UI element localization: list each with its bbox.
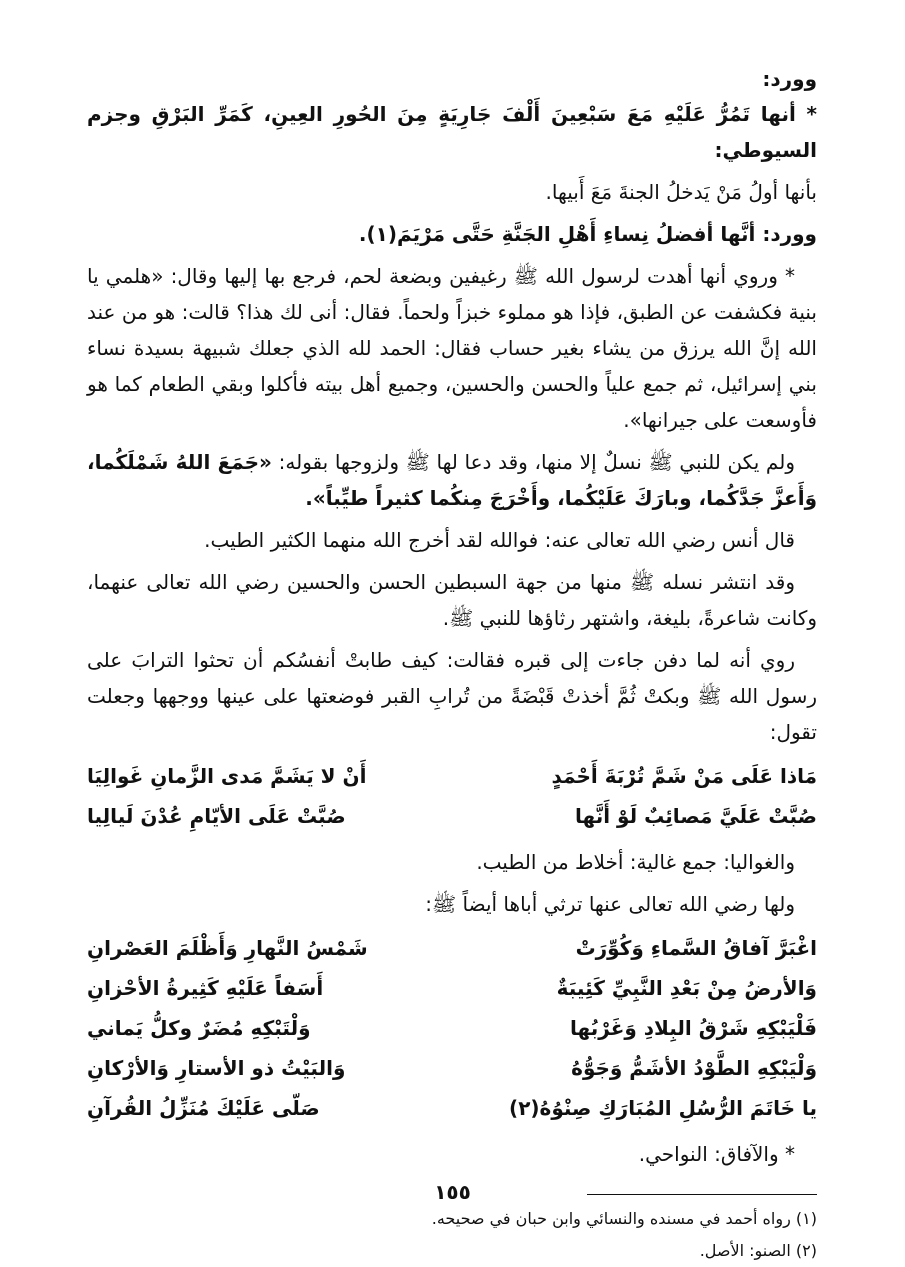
verse-second-hemistich: صُبَّتْ عَلَى الأيّامِ عُدْنَ لَيالِيا	[87, 804, 346, 828]
verse-first-hemistich: وَلْيَبْكِهِ الطَّوْدُ الأشَمُّ وَجَوُّهُ	[571, 1056, 817, 1080]
verse-second-hemistich: وَلْتَبْكِهِ مُضَرٌ وكلُّ يَماني	[87, 1016, 311, 1040]
section-label-warada: وورد:	[762, 67, 817, 91]
verse-first-hemistich: مَاذا عَلَى مَنْ شَمَّ تُرْبَةَ أَحْمَدٍ	[551, 764, 817, 788]
verse-second-hemistich: صَلّى عَلَيْكَ مُنَزِّلُ القُرآنِ	[87, 1096, 320, 1120]
paragraph-gift-story: * وروي أنها أهدت لرسول الله ﷺ رغيفين وبضعة لحم، فرجع بها إليها وقال: «هلمي يا بنية فكشفت عن الطبق، فإذا هو مملوء خبزاً ولحماً. فقال: أنى لك هذا؟ قالت: هو من عند الله إنَّ الله يرزق من يشاء بغير حساب فقال: الحمد لله الذي جعلك شبيهة بسيدة نساء بني إسرائيل، ثم جمع علياً والحسن والحسين، وجميع أهل بيته فأكلوا وبقي الطعام كما هو فأوسعت على جيرانها».	[87, 264, 817, 432]
verse-first-hemistich: يا خَاتَمَ الرُّسُلِ المُبَارَكِ صِنْوُهُ(٢)	[509, 1096, 817, 1120]
verse-second-hemistich: وَالبَيْتُ ذو الأستارِ وَالأرْكانِ	[87, 1056, 346, 1080]
paragraph-anas-saying: قال أنس رضي الله تعالى عنه: فوالله لقد أخرج الله منهما الكثير الطيب.	[204, 528, 795, 552]
prophet-prayer-intro: ولم يكن للنبي ﷺ نسلٌ إلا منها، وقد دعا لها ﷺ ولزوجها بقوله:	[271, 450, 795, 474]
verse-first-hemistich: وَالأرضُ مِنْ بَعْدِ النَّبِيِّ كَئِيبَةٌ	[556, 976, 817, 1000]
paragraph-elegy-intro: ولها رضي الله تعالى عنها ترثي أباها أيضاً ﷺ:	[425, 892, 795, 916]
paragraph-ghawali-gloss: والغواليا: جمع غالية: أخلاط من الطيب.	[476, 850, 795, 874]
paragraph-best-of-women: وورد: أنَّها أفضلُ نِساءِ أَهْلِ الجَنَّةِ حَتَّى مَرْيَمَ(١).	[358, 222, 817, 246]
paragraph-afaq-gloss: * والآفاق: النواحي.	[638, 1142, 795, 1166]
poem-verse	[87, 928, 817, 968]
paragraph-burial-lament: روي أنه لما دفن جاءت إلى قبره فقالت: كيف طابتْ أنفسُكم أن تحثوا الترابَ على رسول الله ﷺ وبكتْ ثُمَّ أخذتْ قَبْضَةً من تُرابِ القبر فوضعتها على عينها ووجهها وجعلت تقول:	[87, 648, 817, 744]
poem-lament-two	[87, 928, 817, 1128]
poem-verse	[87, 1008, 817, 1048]
poem-verse	[87, 1048, 817, 1088]
paragraph-prophet-prayer	[87, 444, 817, 516]
footnote-2: (٢) الصنو: الأصل.	[699, 1241, 817, 1260]
poem-verse	[87, 796, 817, 836]
verse-second-hemistich: أَنْ لا يَشَمَّ مَدى الزَّمانِ غَوالِيَا	[87, 764, 367, 788]
verse-second-hemistich: شَمْسُ النَّهارِ وَأَظْلَمَ العَصْرانِ	[87, 936, 368, 960]
prophet-prayer-quote: «جَمَعَ اللهُ شَمْلَكُما، وَأَعزَّ جَدَّكُما، وبارَكَ عَلَيْكُما، وأَخْرَجَ مِنكُما كثيراً طيِّباً».	[87, 450, 817, 510]
verse-first-hemistich: اغْبَرَّ آفاقُ السَّماءِ وَكُوِّرَتْ	[575, 936, 817, 960]
verse-second-hemistich: أَسَفاً عَلَيْهِ كَثِيرةُ الأحْزانِ	[87, 976, 324, 1000]
footnote-1: (١) رواه أحمد في مسنده والنسائي وابن حبان في صحيحه.	[431, 1209, 817, 1228]
poem-verse	[87, 1088, 817, 1128]
poem-verse	[87, 756, 817, 796]
paragraph-lineage: وقد انتشر نسله ﷺ منها من جهة السبطين الحسن والحسين رضي الله تعالى عنهما، وكانت شاعرةً، بليغة، واشتهر رثاؤها للنبي ﷺ.	[87, 570, 817, 630]
verse-first-hemistich: فَلْيَبْكِهِ شَرْقُ البِلادِ وَغَرْبُها	[570, 1016, 817, 1040]
poem-verse	[87, 968, 817, 1008]
paragraph-first-to-enter-paradise: بأنها أولُ مَنْ يَدخلُ الجنةَ مَعَ أَبيها.	[545, 180, 817, 204]
page-number: ١٥٥	[434, 1180, 471, 1204]
poem-lament-one	[87, 756, 817, 836]
page-body	[87, 62, 817, 1267]
paragraph-hur-al-ayn: * أنها تَمُرُّ عَلَيْهِ مَعَ سَبْعِينَ أَلْفَ جَارِيَةٍ مِنَ الحُورِ العِينِ، كَمَرِّ البَرْقِ وجزم السيوطي:	[87, 102, 817, 162]
verse-first-hemistich: صُبَّتْ عَلَيَّ مَصائِبٌ لَوْ أَنَّها	[575, 804, 817, 828]
